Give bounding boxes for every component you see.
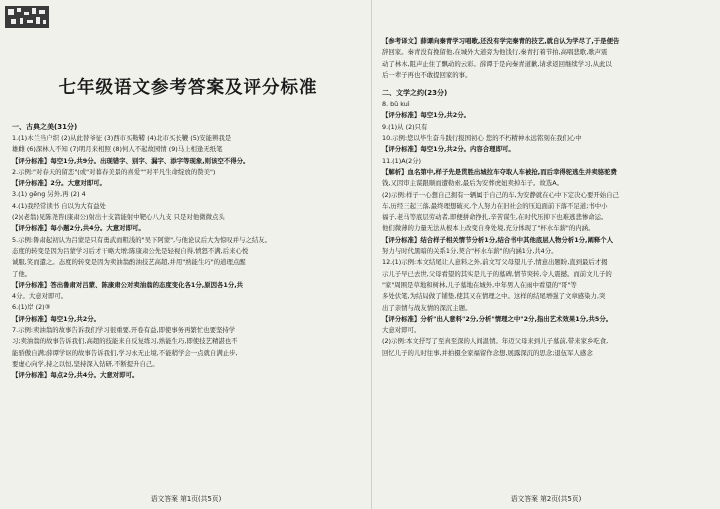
text-line: 1.(1)木兰当户织 (2)从此替爷征 (3)西市买鞍鞯 (4)北市买长鞭 (5)安能辨我是 bbox=[12, 134, 232, 142]
text-line: 【评分标准】2分。大意对即可。 bbox=[12, 179, 106, 188]
text-line: 4.(1)我经常读书 自以为大有益处 bbox=[12, 201, 106, 210]
text-line: 【评分标准】每小题2分,共4分。大意对即可。 bbox=[12, 224, 145, 233]
text-line: 3.(1) gēng 另外,再 (2) 4 bbox=[12, 190, 86, 199]
text-line: 诚服,笑而遣之。态度的转变是因为卖油翁酌油技艺高超,并用"熟能生巧"的道理点醒 bbox=[12, 258, 246, 267]
text-line: 他们微薄的力量无法从根本上改变自身处境,充分体现了"杯水车薪"的内涵。 bbox=[382, 224, 595, 233]
text-line: 10.示例:您以毕生奋斗践行报国初心 您的不朽精神永远铭刻在我们心中 bbox=[382, 134, 582, 143]
text-line: 【评分标准】每空1分,共2分。 bbox=[382, 111, 471, 120]
page-footer: 语文答案 第2页(共5页) bbox=[510, 495, 582, 503]
text-line: 【评分标准】结合样子相关情节分析1分,结合书中其他底层人物分析1分,阐释个人 bbox=[382, 235, 614, 244]
page-title: 七年级语文参考答案及评分标准 bbox=[58, 78, 318, 98]
text-line: 要虚心向学,持之以恒,坚持深入钻研,不断提升自己。 bbox=[12, 359, 159, 368]
page-footer: 语文答案 第1页(共5页) bbox=[150, 495, 222, 503]
text-line: 大意对即可。 bbox=[382, 326, 421, 335]
text-line: 动了林木,阻声止住了飘动的云彩。薛谭于是向秦青道歉,请求返回继续学习,从此以 bbox=[382, 59, 612, 68]
translation-block bbox=[382, 36, 712, 81]
text-line: (2)(老翁)见陈尧咨(康肃公)射出十支箭能射中靶心八九支 只是对他微微点头 bbox=[12, 213, 225, 222]
text-line: 示儿子早已去世,父母看望的其实是儿子的墓碑,情节突转,令人震撼。而前文儿子的 bbox=[382, 269, 612, 278]
page-2 bbox=[372, 0, 720, 509]
text-line: 【评分标准】每空1分,共2分。 bbox=[12, 314, 101, 323]
text-line: 【评分标准】每空1分,共2分。内容合理即可。 bbox=[382, 145, 515, 154]
text-line: (2)示例:样子一心想自己拥有一辆属于自己的车,为安静就在心中下定决心要开始自己 bbox=[382, 190, 619, 199]
section-heading: 二、文学之约(23分) bbox=[382, 89, 448, 98]
text-line: 努力与时代黑暗的关系1分,契合"杯水车薪"的内涵1分,共4分。 bbox=[382, 247, 558, 256]
answer-list bbox=[382, 99, 712, 359]
text-line: 4分。大意对即可。 bbox=[12, 292, 68, 301]
text-line: 辞回家。秦青没有挽留他,在城外大道旁为他饯行,秦青打着节拍,高唱悲歌,歌声震 bbox=[382, 48, 608, 57]
text-line: 【评分标准】分析"出人意料"2分,分析"情理之中"2分,指出艺术效果1分,共5分。 bbox=[382, 314, 613, 323]
text-line: 了他。 bbox=[12, 269, 32, 278]
text-line: (2)示例:本文抒写了至真至深的人间温情。年迈父母来到儿子墓前,带来家乡吃食, bbox=[382, 337, 609, 346]
text-line: 钱,又因审主谋跟顺而遭勒索,最后为安葬虎妞卖掉车子。故选A。 bbox=[382, 179, 563, 188]
text-line: 9.(1)从 (2)只有 bbox=[382, 122, 428, 131]
text-line: 【解析】血名第中,样子先是贯胜出城拉车夺取人车被抢,而后幸得驼逃生并卖骆驼费 bbox=[382, 167, 617, 176]
text-line: 回忆儿子的儿时往事,并拍摄全家福留作念想,展露深沉的思念;退伍军人感念 bbox=[382, 348, 593, 357]
text-line: 能骄傲自满;薛谭学讴的故事告诉我们,学习永无止境,不能稍学会一点就自满止步, bbox=[12, 348, 238, 357]
text-line: 【评分标准】每点2分,共4分。大意对即可。 bbox=[12, 371, 139, 380]
text-line: "家"周围是草地和树林,儿子墓地在城外,中年男人在雨中看望的"哥"等 bbox=[382, 280, 577, 289]
text-line: 7.示例:卖油翁的故事告诉我们学习很重要,开卷有益,即使事务再繁忙也要坚持学 bbox=[12, 326, 236, 335]
text-line: 习;卖油翁的故事告诉我们,高超的技能来自反复练习,熟能生巧,即使技艺精湛也不 bbox=[12, 337, 238, 346]
qr-code-icon bbox=[5, 6, 49, 28]
text-line: 出了亲情与战友情的深沉主题。 bbox=[382, 303, 472, 312]
text-line: 2.示例:"对春天的留恋"(或"对暮春美景的喜爱""对平凡生命绽放的赞美") bbox=[12, 167, 216, 176]
text-line: 【参考译文】薛谭向秦青学习唱歌,还没有学完秦青的技艺,就自认为学尽了,于是便告 bbox=[382, 37, 620, 45]
text-line: 车,历经三起三落,最终理想破灭,个人努力在旧社会的压迫面前下落不足道;书中小 bbox=[382, 201, 608, 210]
text-line: 【评分标准】答出鲁肃对吕蒙、陈康肃公对卖油翁的态度变化各1分,原因各1分,共 bbox=[12, 280, 244, 289]
text-line: 雄雌 (6)深林人不知 (7)明月来相照 (8)何人不起故园情 (9)马上相逢无纸笔 bbox=[12, 145, 223, 154]
text-line: 福子,老马等底层劳动者,即便拼命挣扎,辛苦谋生,在时代压抑下也难逃悲惨命运。 bbox=[382, 213, 608, 222]
text-line: 【评分标准】每空1分,共9分。出现错字、别字、漏字、添字等现象,则该空不得分。 bbox=[12, 156, 250, 165]
text-line: 后一辈子再也不敢提回家的事。 bbox=[382, 70, 472, 79]
text-line: 6.(1)岸 (2)③ bbox=[12, 303, 51, 312]
text-line: 5.示例:鲁肃起初认为吕蒙是只有勇武而粗浅的"吴下阿蒙",与他论议后大为惊叹并与之结友。 bbox=[12, 235, 272, 244]
text-line: 多处伏笔,为结局做了铺垫,使其又在情理之中。这样的结尾增强了文章感染力,突 bbox=[382, 292, 606, 301]
section-heading: 一、古典之美(31分) bbox=[12, 123, 78, 131]
answer-list bbox=[12, 133, 364, 382]
text-line: 态度的转变是因为吕蒙学习后才干略大增;陈康肃公先是轻视自得,愤怒不满,后来心悦 bbox=[12, 246, 249, 255]
text-line: 11.(1)A(2分) bbox=[382, 156, 422, 165]
text-line: 8. bǔ kuì bbox=[382, 100, 410, 109]
text-line: 12.(1)示例:本文结尾让人意料之外,前文写父母望儿子,情意出题盼,直到最后才揭 bbox=[382, 258, 608, 267]
